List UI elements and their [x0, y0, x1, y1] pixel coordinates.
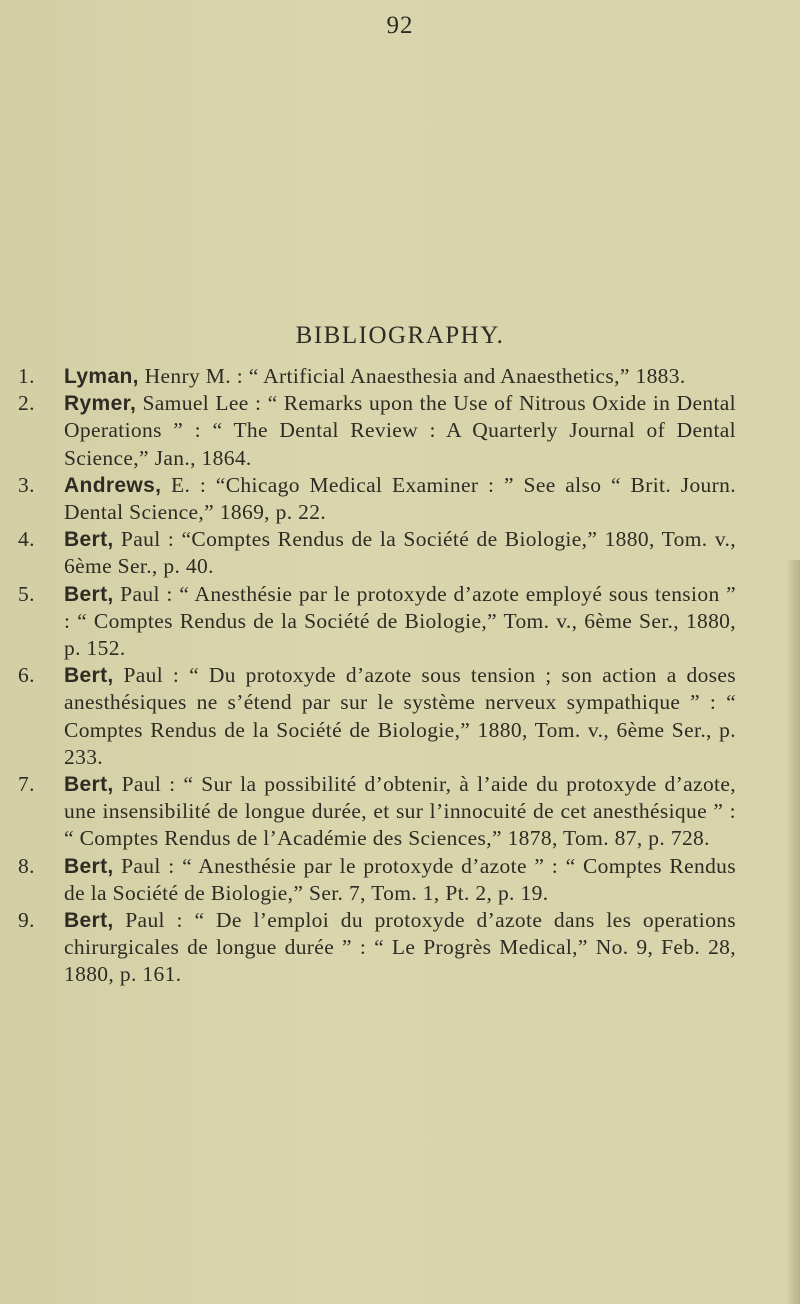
- entry-citation: Paul : “ Du protoxyde d’azote sous tension ; son action a doses anesthésiques ne s’étend par sur le système nerveux sympathique ” : “ Comptes Rendus de la Société de Biologie,” 1880, Tom. v., 6ème Ser., p. 233.: [64, 663, 736, 769]
- entry-citation: Paul : “Comptes Rendus de la Société de Biologie,” 1880, Tom. v., 6ème Ser., p. 40.: [64, 527, 736, 579]
- bibliography-entry: [18, 853, 736, 907]
- entry-author: Bert,: [64, 773, 114, 797]
- entry-citation: Paul : “ Sur la possibilité d’obtenir, à l’aide du protoxyde d’azote, une insensibilité de longue durée, et sur l’innocuité de cet anesthésique ” : “ Comptes Rendus de l’Académie des Sciences,” 1878, Tom. 87, p. 728.: [64, 772, 736, 851]
- entry-author: Bert,: [64, 854, 114, 878]
- bibliography-entry: [18, 662, 736, 771]
- entry-number: 1.: [18, 364, 35, 388]
- section-heading: BIBLIOGRAPHY.: [295, 322, 505, 349]
- bibliography-entry: [18, 771, 736, 853]
- entry-number: 4.: [18, 527, 35, 552]
- entry-number: 3.: [18, 472, 35, 497]
- entry-citation: Paul : “ Anesthésie par le protoxyde d’azote ” : “ Comptes Rendus de la Société de Biologie,” Ser. 7, Tom. 1, Pt. 2, p. 19.: [64, 853, 736, 905]
- entry-citation: Henry M. : “ Artificial Anaesthesia and Anaesthetics,” 1883.: [138, 364, 686, 388]
- entry-citation: Samuel Lee : “ Remarks upon the Use of Nitrous Oxide in Dental Operations ” : “ The Dental Review : A Quarterly Journal of Dental Science,” Jan., 1864.: [64, 391, 736, 470]
- entry-citation: Paul : “ De l’emploi du protoxyde d’azote dans les operations chirurgicales de longue durée ” : “ Le Progrès Medical,” No. 9, Feb. 28, 1880, p. 161.: [64, 908, 736, 987]
- entry-number: 7.: [18, 772, 35, 797]
- entry-citation: E. : “Chicago Medical Examiner : ” See also “ Brit. Journ. Dental Science,” 1869, p. 22.: [64, 472, 736, 525]
- entry-number: 8.: [18, 853, 35, 878]
- bibliography-entry: [18, 526, 736, 580]
- bibliography-entry: [18, 907, 736, 989]
- bibliography-entry: [18, 390, 736, 472]
- page-number: 92: [386, 12, 414, 39]
- entry-author: Bert,: [64, 582, 114, 606]
- page-edge-shadow: [786, 560, 800, 1304]
- entry-author: Bert,: [64, 528, 114, 552]
- entry-author: Lyman,: [64, 365, 139, 388]
- entry-author: Rymer,: [64, 392, 137, 416]
- entry-author: Bert,: [64, 664, 114, 688]
- entry-number: 2.: [18, 391, 35, 416]
- bibliography-list: [18, 363, 736, 989]
- entry-citation: Paul : “ Anesthésie par le protoxyde d’azote employé sous tension ” : “ Comptes Rendus de la Société de Biologie,” Tom. v., 6ème Ser., 1880, p. 152.: [64, 581, 736, 661]
- entry-author: Andrews,: [64, 473, 162, 497]
- bibliography-entry: [18, 581, 736, 663]
- entry-author: Bert,: [64, 909, 114, 933]
- bibliography-entry: [18, 472, 736, 526]
- entry-number: 6.: [18, 663, 35, 688]
- entry-number: 5.: [18, 581, 35, 606]
- bibliography-entry: [18, 363, 736, 390]
- entry-number: 9.: [18, 908, 35, 933]
